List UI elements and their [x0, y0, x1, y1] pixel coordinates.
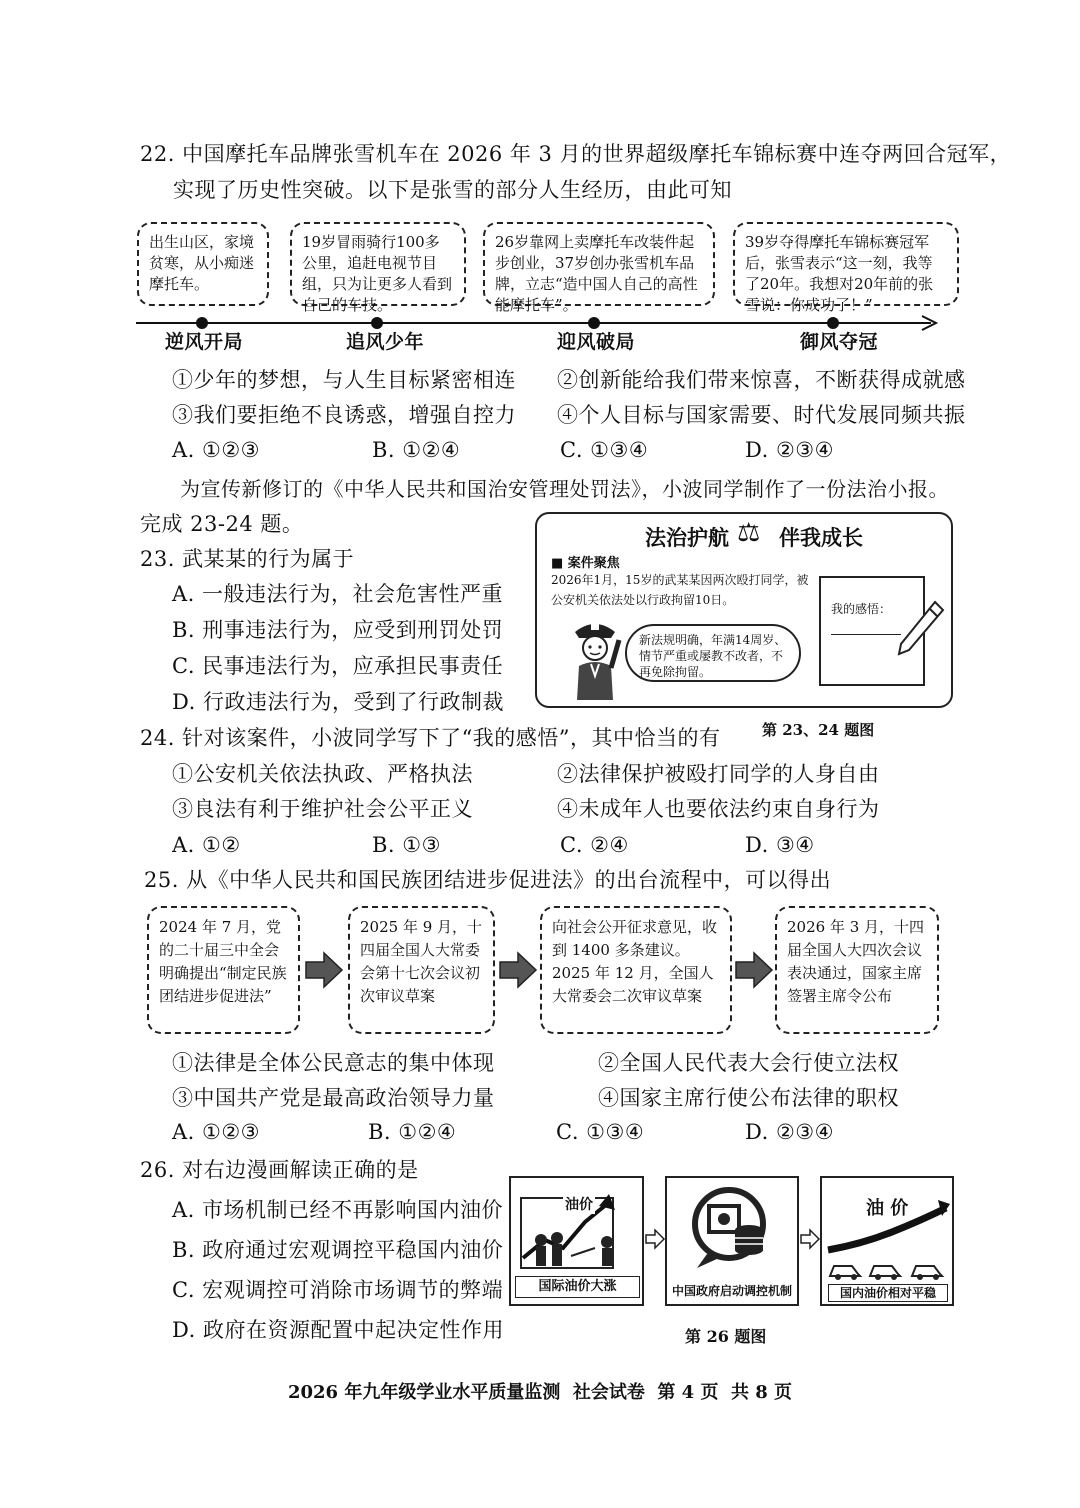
- q25-step-4: 2026 年 3 月，十四届全国人大四次会议表决通过，国家主席签署主席令公布: [775, 906, 939, 1034]
- stage-1: 逆风开局: [165, 331, 244, 353]
- q26-option-a: A. 市场机制已经不再影响国内油价: [172, 1198, 504, 1222]
- oil-price-surge-icon: [511, 1178, 642, 1278]
- q23-stem: 23. 武某某的行为属于: [140, 547, 355, 571]
- comic-arrow-1: [644, 1228, 666, 1250]
- reflection-line: [831, 634, 901, 635]
- q25-option-a: A. ①②③: [172, 1120, 260, 1144]
- q22-statement-1: ①少年的梦想，与人生目标紧密相连: [172, 368, 516, 392]
- q25-option-c: C. ①③④: [556, 1120, 645, 1144]
- q22-option-d: D. ②③④: [745, 438, 834, 462]
- q25-statement-3: ③中国共产党是最高政治领导力量: [172, 1086, 495, 1110]
- q25-step-2: 2025 年 9 月，十四届全国人大常委会第十七次会议初次审议草案: [348, 906, 495, 1034]
- q26-stem: 26. 对右边漫画解读正确的是: [140, 1158, 419, 1182]
- q24-option-d: D. ③④: [745, 833, 815, 857]
- q22-option-c: C. ①③④: [560, 438, 649, 462]
- q22-statement-4: ④个人目标与国家需要、时代发展同频共振: [557, 403, 966, 427]
- q24-statement-3: ③良法有利于维护社会公平正义: [172, 797, 473, 821]
- q25-statement-2: ②全国人民代表大会行使立法权: [598, 1051, 899, 1075]
- q22-statement-2: ②创新能给我们带来惊喜，不断获得成就感: [557, 368, 966, 392]
- flow-arrow-3: [734, 950, 774, 990]
- flow-arrow-1: [304, 950, 344, 990]
- comic-arrow-2: [799, 1228, 821, 1250]
- poster-caption: 第 23、24 题图: [762, 721, 875, 739]
- panel-3-word: 油 价: [866, 1198, 909, 1219]
- intro-23-line1: 为宣传新修订的《中华人民共和国治安管理处罚法》，小波同学制作了一份法治小报。: [180, 477, 949, 501]
- q26-figure-caption: 第 26 题图: [685, 1327, 767, 1346]
- q26-option-b: B. 政府通过宏观调控平稳国内油价: [172, 1238, 504, 1262]
- stage-2: 追风少年: [346, 331, 425, 353]
- q25-option-d: D. ②③④: [745, 1120, 834, 1144]
- poster-case-text: 2026年1月，15岁的武某某因两次殴打同学，被公安机关依法处以行政拘留10日。: [551, 573, 809, 607]
- q24-option-b: B. ①③: [372, 833, 441, 857]
- poster-section-label: ■ 案件聚焦: [551, 556, 620, 571]
- page-footer: 2026 年九年级学业水平质量监测 社会试卷 第 4 页 共 8 页: [287, 1382, 793, 1403]
- q23-option-a: A. 一般违法行为，社会危害性严重: [172, 582, 504, 606]
- panel-3-caption: 国内油价相对平稳: [828, 1284, 948, 1302]
- q26-option-d: D. 政府在资源配置中起决定性作用: [172, 1318, 504, 1342]
- q22-bubble-3: 26岁靠网上卖摩托车改装件起步创业，37岁创办张雪机车品牌，立志“造中国人自己的高性能摩托车”。: [483, 222, 715, 306]
- q24-statement-2: ②法律保护被殴打同学的人身自由: [557, 762, 880, 786]
- q23-option-c: C. 民事违法行为，应承担民事责任: [172, 654, 504, 678]
- car-icon-3: [912, 1266, 942, 1280]
- car-icon-2: [870, 1266, 900, 1280]
- q24-option-a: A. ①②: [172, 833, 241, 857]
- q22-stem-line1: 22. 中国摩托车品牌张雪机车在 2026 年 3 月的世界超级摩托车锦标赛中连夺两回合冠军，: [140, 142, 1012, 166]
- q25-option-b: B. ①②④: [368, 1120, 457, 1144]
- panel-1-word: 油价: [563, 1194, 595, 1214]
- stage-4: 御风夺冠: [800, 331, 879, 353]
- comic-panel-2: [665, 1176, 799, 1306]
- pencil-icon: [895, 598, 947, 658]
- q26-option-c: C. 宏观调控可消除市场调节的弊端: [172, 1278, 504, 1302]
- panel-1-caption: 国际油价大涨: [515, 1276, 640, 1298]
- q22-option-a: A. ①②③: [172, 438, 260, 462]
- q25-statement-4: ④国家主席行使公布法律的职权: [598, 1086, 899, 1110]
- q22-bubble-1: 出生山区，家境贫寒，从小痴迷摩托车。: [137, 222, 269, 306]
- q25-stem: 25. 从《中华人民共和国民族团结进步促进法》的出台流程中，可以得出: [144, 868, 832, 892]
- poster-title-left: 法治护航: [645, 526, 729, 550]
- law-poster: [535, 512, 953, 708]
- q22-option-b: B. ①②④: [372, 438, 461, 462]
- stable-price-icon: [822, 1178, 952, 1282]
- car-icon-1: [830, 1266, 860, 1280]
- q25-step-3: 向社会公开征求意见，收到 1400 多条建议。2025 年 12 月，全国人大常委会二次审议草案: [540, 906, 732, 1034]
- panel-2-caption: 中国政府启动调控机制: [671, 1284, 792, 1298]
- poster-title-right: 伴我成长: [779, 526, 863, 550]
- q22-stem-line2: 实现了历史性突破。以下是张雪的部分人生经历，由此可知: [173, 178, 732, 202]
- reflection-label: 我的感悟：: [831, 602, 892, 616]
- q24-statement-4: ④未成年人也要依法约束自身行为: [557, 797, 880, 821]
- q22-bubble-4: 39岁夺得摩托车锦标赛冠军后，张雪表示“这一刻，我等了20年。我想对20年前的张雪说：你成功了！”: [733, 222, 959, 306]
- q23-option-b: B. 刑事违法行为，应受到刑罚处罚: [172, 618, 504, 642]
- q25-statement-1: ①法律是全体公民意志的集中体现: [172, 1051, 495, 1075]
- government-regulation-icon: [667, 1178, 797, 1278]
- q25-step-1: 2024 年 7 月，党的二十届三中全会明确提出“制定民族团结进步促进法”: [147, 906, 300, 1034]
- flow-arrow-2: [498, 950, 538, 990]
- intro-23-line2: 完成 23-24 题。: [140, 512, 304, 536]
- q24-statement-1: ①公安机关依法执政、严格执法: [172, 762, 473, 786]
- stage-3: 迎风破局: [557, 331, 636, 353]
- comic-panel-1: [509, 1176, 644, 1306]
- q24-option-c: C. ②④: [560, 833, 629, 857]
- q23-option-d: D. 行政违法行为，受到了行政制裁: [172, 690, 504, 714]
- q22-statement-3: ③我们要拒绝不良诱惑，增强自控力: [172, 403, 516, 427]
- speech-bubble: 新法规明确，年满14周岁、情节严重或屡教不改者，不再免除拘留。: [625, 624, 801, 682]
- comic-panel-3: [820, 1176, 954, 1306]
- scales-icon: ⚖: [737, 518, 761, 548]
- police-officer-icon: [567, 614, 623, 700]
- q22-bubble-2: 19岁冒雨骑行100多公里，追赶电视节目组，只为让更多人看到自己的车技。: [290, 222, 466, 306]
- q24-stem: 24. 针对该案件，小波同学写下了“我的感悟”，其中恰当的有: [140, 726, 721, 750]
